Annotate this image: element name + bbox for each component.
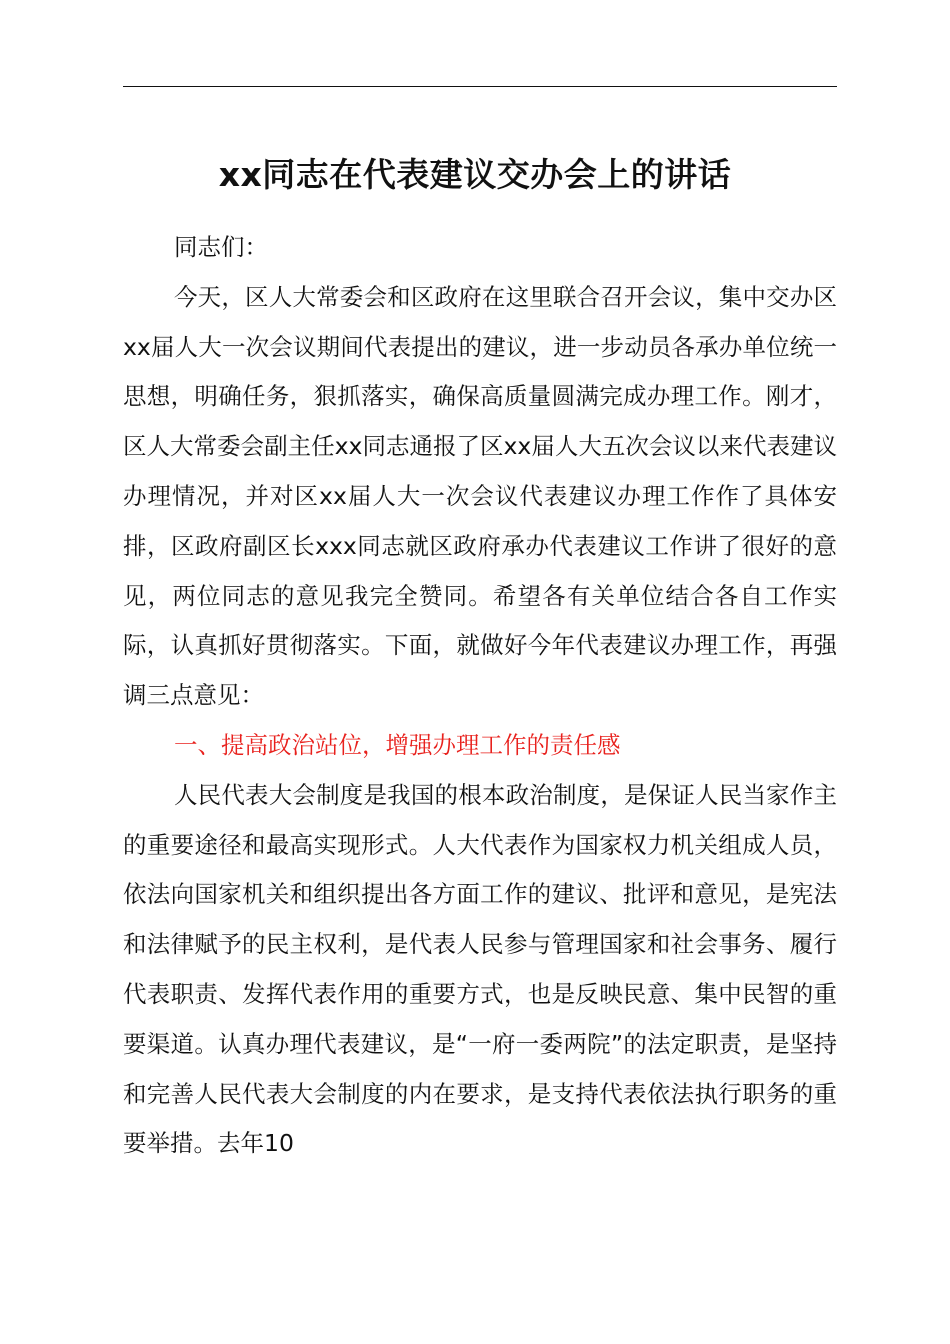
intro-paragraph: 今天，区人大常委会和区政府在这里联合召开会议，集中交办区xx届人大一次会议期间代表提出的建议，进一步动员各承办单位统一思想，明确任务，狠抓落实，确保高质量圆满完成办理工作。刚才，区人大常委会副主任xx同志通报了区xx届人大五次会议以来代表建议办理情况，并对区xx届人大一次会议代表建议办理工作作了具体安排，区政府副区长xxx同志就区政府承办代表建议工作讲了很好的意见，两位同志的意见我完全赞同。希望各有关单位结合各自工作实际，认真抓好贯彻落实。下面，就做好今年代表建议办理工作，再强调三点意见： bbox=[123, 282, 837, 710]
section-heading: 一、提高政治站位，增强办理工作的责任感 bbox=[174, 730, 621, 759]
document-title: xx同志在代表建议交办会上的讲话 bbox=[218, 155, 732, 194]
header-rule bbox=[123, 86, 837, 87]
salutation: 同志们： bbox=[174, 233, 268, 261]
document-body bbox=[123, 223, 837, 1169]
section-paragraph: 人民代表大会制度是我国的根本政治制度，是保证人民当家作主的重要途径和最高实现形式。人大代表作为国家权力机关组成人员，依法向国家机关和组织提出各方面工作的建议、批评和意见，是宪法和法律赋予的民主权利，是代表人民参与管理国家和社会事务、履行代表职责、发挥代表作用的重要方式，也是反映民意、集中民智的重要渠道。认真办理代表建议，是“一府一委两院”的法定职责，是坚持和完善人民代表大会制度的内在要求，是支持代表依法执行职务的重要举措。去年10 bbox=[123, 780, 837, 1158]
